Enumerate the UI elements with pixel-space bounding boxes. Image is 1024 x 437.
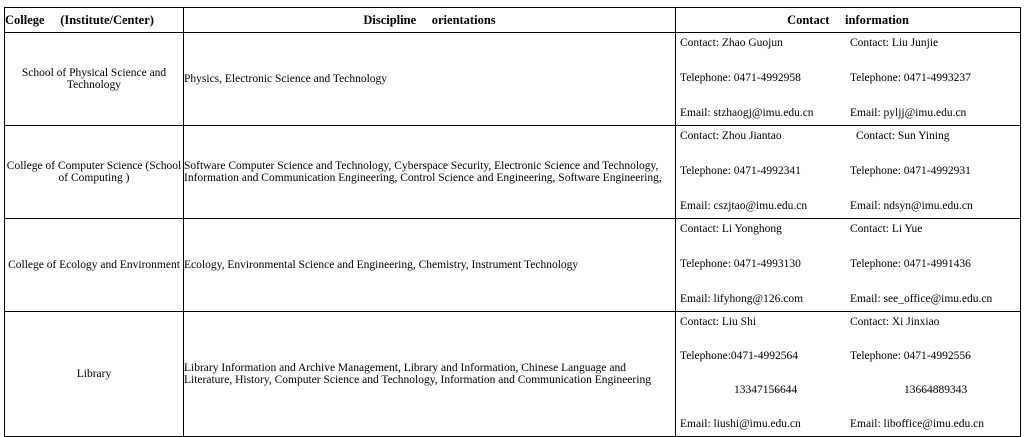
contact-primary (676, 312, 850, 436)
header-college: College (Institute/Center) (5, 8, 184, 33)
contact-name: Contact: Li Yue (850, 223, 923, 235)
contact-name: Contact: Liu Shi (680, 316, 757, 328)
contact-phone: Telephone:0471-4992564 (680, 350, 799, 362)
college-cell: School of Physical Science and Technology (5, 33, 184, 126)
contact-email: Email: ndsyn@imu.edu.cn (850, 200, 973, 212)
contact-name: Contact: Zhou Jiantao (680, 130, 782, 142)
table-row (5, 219, 1021, 312)
contact-name: Contact: Liu Junjie (850, 37, 939, 49)
contact-primary (676, 219, 850, 311)
header-discipline: Discipline orientations (184, 8, 676, 33)
discipline-cell: Physics, Electronic Science and Technology (184, 33, 676, 126)
contact-cell (676, 219, 1021, 312)
contact-mobile: 13347156644 (734, 384, 798, 396)
contact-secondary (850, 126, 1020, 218)
contact-email: Email: see_office@imu.edu.cn (850, 293, 993, 305)
contact-phone: Telephone: 0471-4992341 (680, 165, 801, 177)
contact-primary (676, 126, 850, 218)
table-row (5, 33, 1021, 126)
contact-phone: Telephone: 0471-4991436 (850, 258, 971, 270)
contact-name: Contact: Li Yonghong (680, 223, 782, 235)
contact-cell (676, 33, 1021, 126)
contact-primary (676, 33, 850, 125)
contact-mobile: 13664889343 (904, 384, 968, 396)
contact-email: Email: lifyhong@126.com (680, 293, 804, 305)
contact-phone: Telephone: 0471-4993237 (850, 72, 971, 84)
contact-phone: Telephone: 0471-4992958 (680, 72, 801, 84)
contact-email: Email: liboffice@imu.edu.cn (850, 418, 984, 430)
contact-name: Contact: Zhao Guojun (680, 37, 783, 49)
discipline-cell: Library Information and Archive Management, Library and Information, Chinese Language and Literature, History, Computer Science and Technology, Information and Communication Engineering (184, 312, 676, 437)
college-cell: College of Ecology and Environment (5, 219, 184, 312)
discipline-cell: Software Computer Science and Technology, Cyberspace Security, Electronic Science and Technology, Information and Communication Engineering, Control Science and Engineering, Software Engineering, (184, 126, 676, 219)
contact-secondary (850, 219, 1020, 311)
contact-email: Email: liushi@imu.edu.cn (680, 418, 801, 430)
contact-name: Contact: Sun Yining (856, 130, 950, 142)
contact-phone: Telephone: 0471-4992556 (850, 350, 971, 362)
discipline-cell: Ecology, Environmental Science and Engineering, Chemistry, Instrument Technology (184, 219, 676, 312)
contact-email: Email: pyljj@imu.edu.cn (850, 107, 967, 119)
contact-secondary (850, 312, 1020, 436)
contact-secondary (850, 33, 1020, 125)
table-row (5, 126, 1021, 219)
table-row (5, 312, 1021, 437)
contact-name: Contact: Xi Jinxiao (850, 316, 940, 328)
contact-phone: Telephone: 0471-4992931 (850, 165, 971, 177)
college-cell: College of Computer Science (School of Computing ) (5, 126, 184, 219)
header-row (5, 8, 1021, 33)
contact-cell (676, 126, 1021, 219)
contact-email: Email: stzhaogj@imu.edu.cn (680, 107, 814, 119)
contact-cell (676, 312, 1021, 437)
contact-phone: Telephone: 0471-4993130 (680, 258, 801, 270)
contact-table (4, 7, 1021, 437)
college-cell: Library (5, 312, 184, 437)
contact-email: Email: cszjtao@imu.edu.cn (680, 200, 808, 212)
header-contact: Contact information (676, 8, 1021, 33)
